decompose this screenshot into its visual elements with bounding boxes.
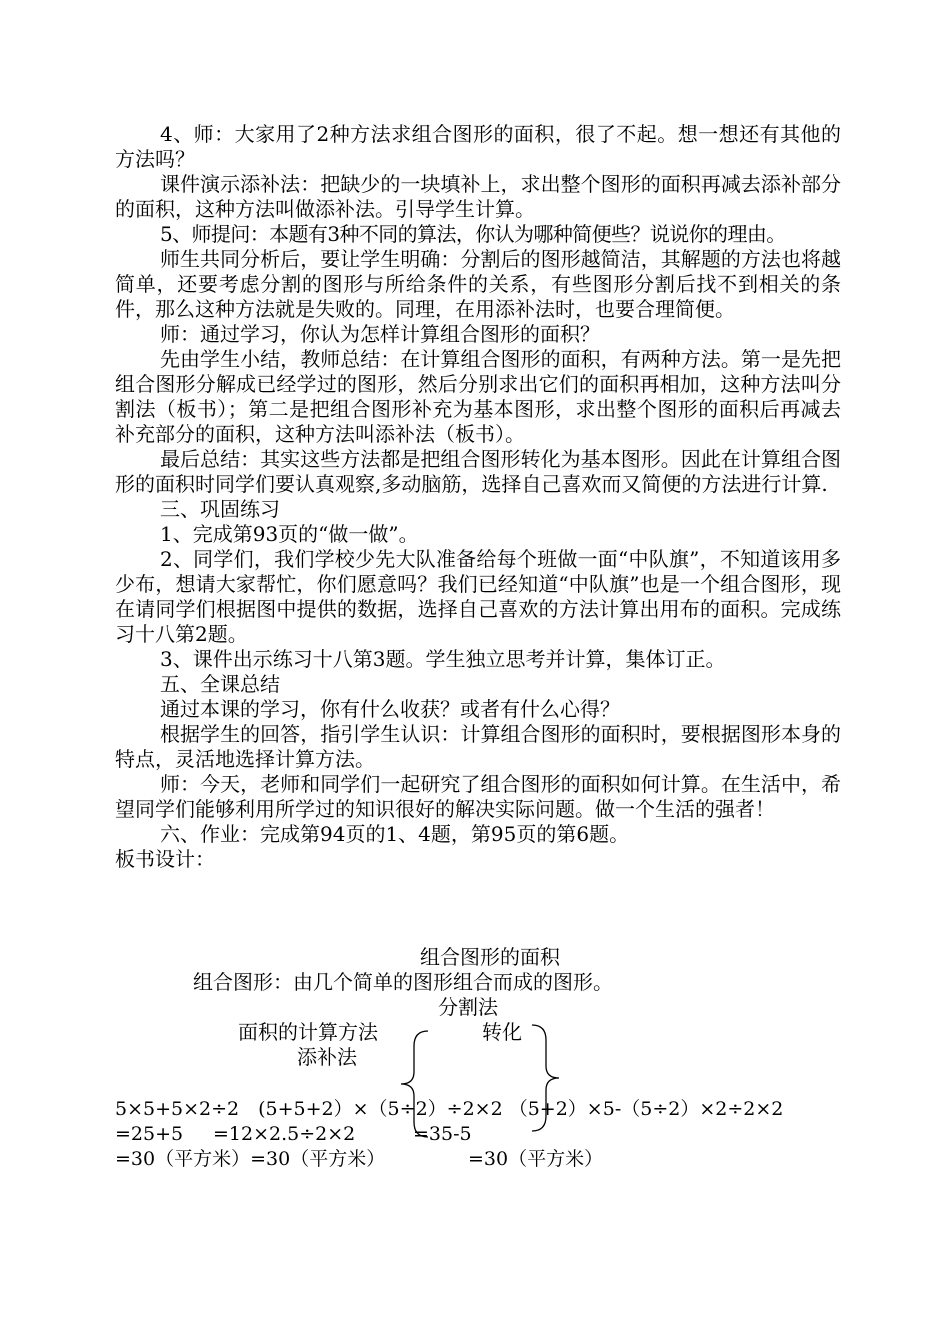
calc-line-1: 5×5+5×2÷2 (5+5+2）×（5÷2）÷2×2 （5+2）×5-（5÷2）×2÷2×2 — [115, 1098, 784, 1120]
paragraph: 1、完成第93页的“做一做”。 — [160, 522, 419, 546]
paragraph: 师生共同分析后，要让学生明确：分割后的图形越简洁，其解题的方法也将越简单，还要考虑分割的图形与所给条件的关系，有些图形分割后找不到相关的条件，那么这种方法就是失败的。同理，在用添补法时，也要合理简便。 — [115, 247, 841, 321]
calc-line-3b: =30（平方米） — [468, 1148, 604, 1170]
paragraph: 最后总结：其实这些方法都是把组合图形转化为基本图形。因此在计算组合图形的面积时同学们要认真观察,多动脑筋，选择自己喜欢而又简便的方法进行计算. — [115, 447, 841, 496]
paragraph: 3、课件出示练习十八第3题。学生独立思考并计算，集体订正。 — [160, 647, 726, 671]
calc-line-2a: =25+5 — [115, 1123, 184, 1145]
paragraph: 课件演示添补法：把缺少的一块填补上，求出整个图形的面积再减去添补部分的面积，这种方法叫做添补法。引导学生计算。 — [115, 172, 841, 221]
section-heading: 三、巩固练习 — [160, 497, 280, 521]
paragraph: 4、师：大家用了2种方法求组合图形的面积，很了不起。想一想还有其他的方法吗？ — [115, 122, 841, 171]
paragraph: 5、师提问：本题有3种不同的算法，你认为哪种简便些？说说你的理由。 — [160, 222, 786, 246]
body-text — [115, 122, 841, 872]
calc-line-3a: =30（平方米）=30（平方米） — [115, 1148, 386, 1170]
paragraph: 先由学生小结，教师总结：在计算组合图形的面积，有两种方法。第一是先把组合图形分解成已经学过的图形，然后分别求出它们的面积再相加，这种方法叫分割法（板书）；第二是把组合图形补充为基本图形，求出整个图形的面积后再减去补充部分的面积，这种方法叫添补法（板书）。 — [115, 347, 841, 446]
paragraph: 师：今天，老师和同学们一起研究了组合图形的面积如何计算。在生活中，希望同学们能够利用所学过的知识很好的解决实际问题。做一个生活的强者！ — [115, 772, 841, 821]
board-method-label: 面积的计算方法 — [238, 1020, 378, 1044]
board-definition: 组合图形：由几个简单的图形组合而成的图形。 — [193, 970, 613, 994]
paragraph: 六、作业：完成第94页的1、4题，第95页的第6题。 — [160, 822, 630, 846]
paragraph: 2、同学们，我们学校少先大队准备给每个班做一面“中队旗”，不知道该用多少布，想请大家帮忙，你们愿意吗？我们已经知道“中队旗”也是一个组合图形，现在请同学们根据图中提供的数据，选择自己喜欢的方法计算出用布的面积。完成练习十八第2题。 — [115, 547, 841, 646]
paragraph: 师：通过学习，你认为怎样计算组合图形的面积？ — [160, 322, 600, 346]
calc-line-2c: =35-5 — [413, 1123, 472, 1145]
section-heading: 五、全课总结 — [160, 672, 280, 696]
paragraph: 通过本课的学习，你有什么收获？或者有什么心得？ — [160, 697, 620, 721]
board-heading: 板书设计： — [115, 847, 215, 871]
board-method-fill: 添补法 — [297, 1045, 357, 1069]
calc-line-2b: =12×2.5÷2×2 — [213, 1123, 356, 1145]
board-title: 组合图形的面积 — [420, 945, 560, 969]
board-method-split: 分割法 — [438, 995, 498, 1019]
paragraph: 根据学生的回答，指引学生认识：计算组合图形的面积时，要根据图形本身的特点，灵活地选择计算方法。 — [115, 722, 841, 771]
board-transform: 转化 — [482, 1020, 522, 1044]
